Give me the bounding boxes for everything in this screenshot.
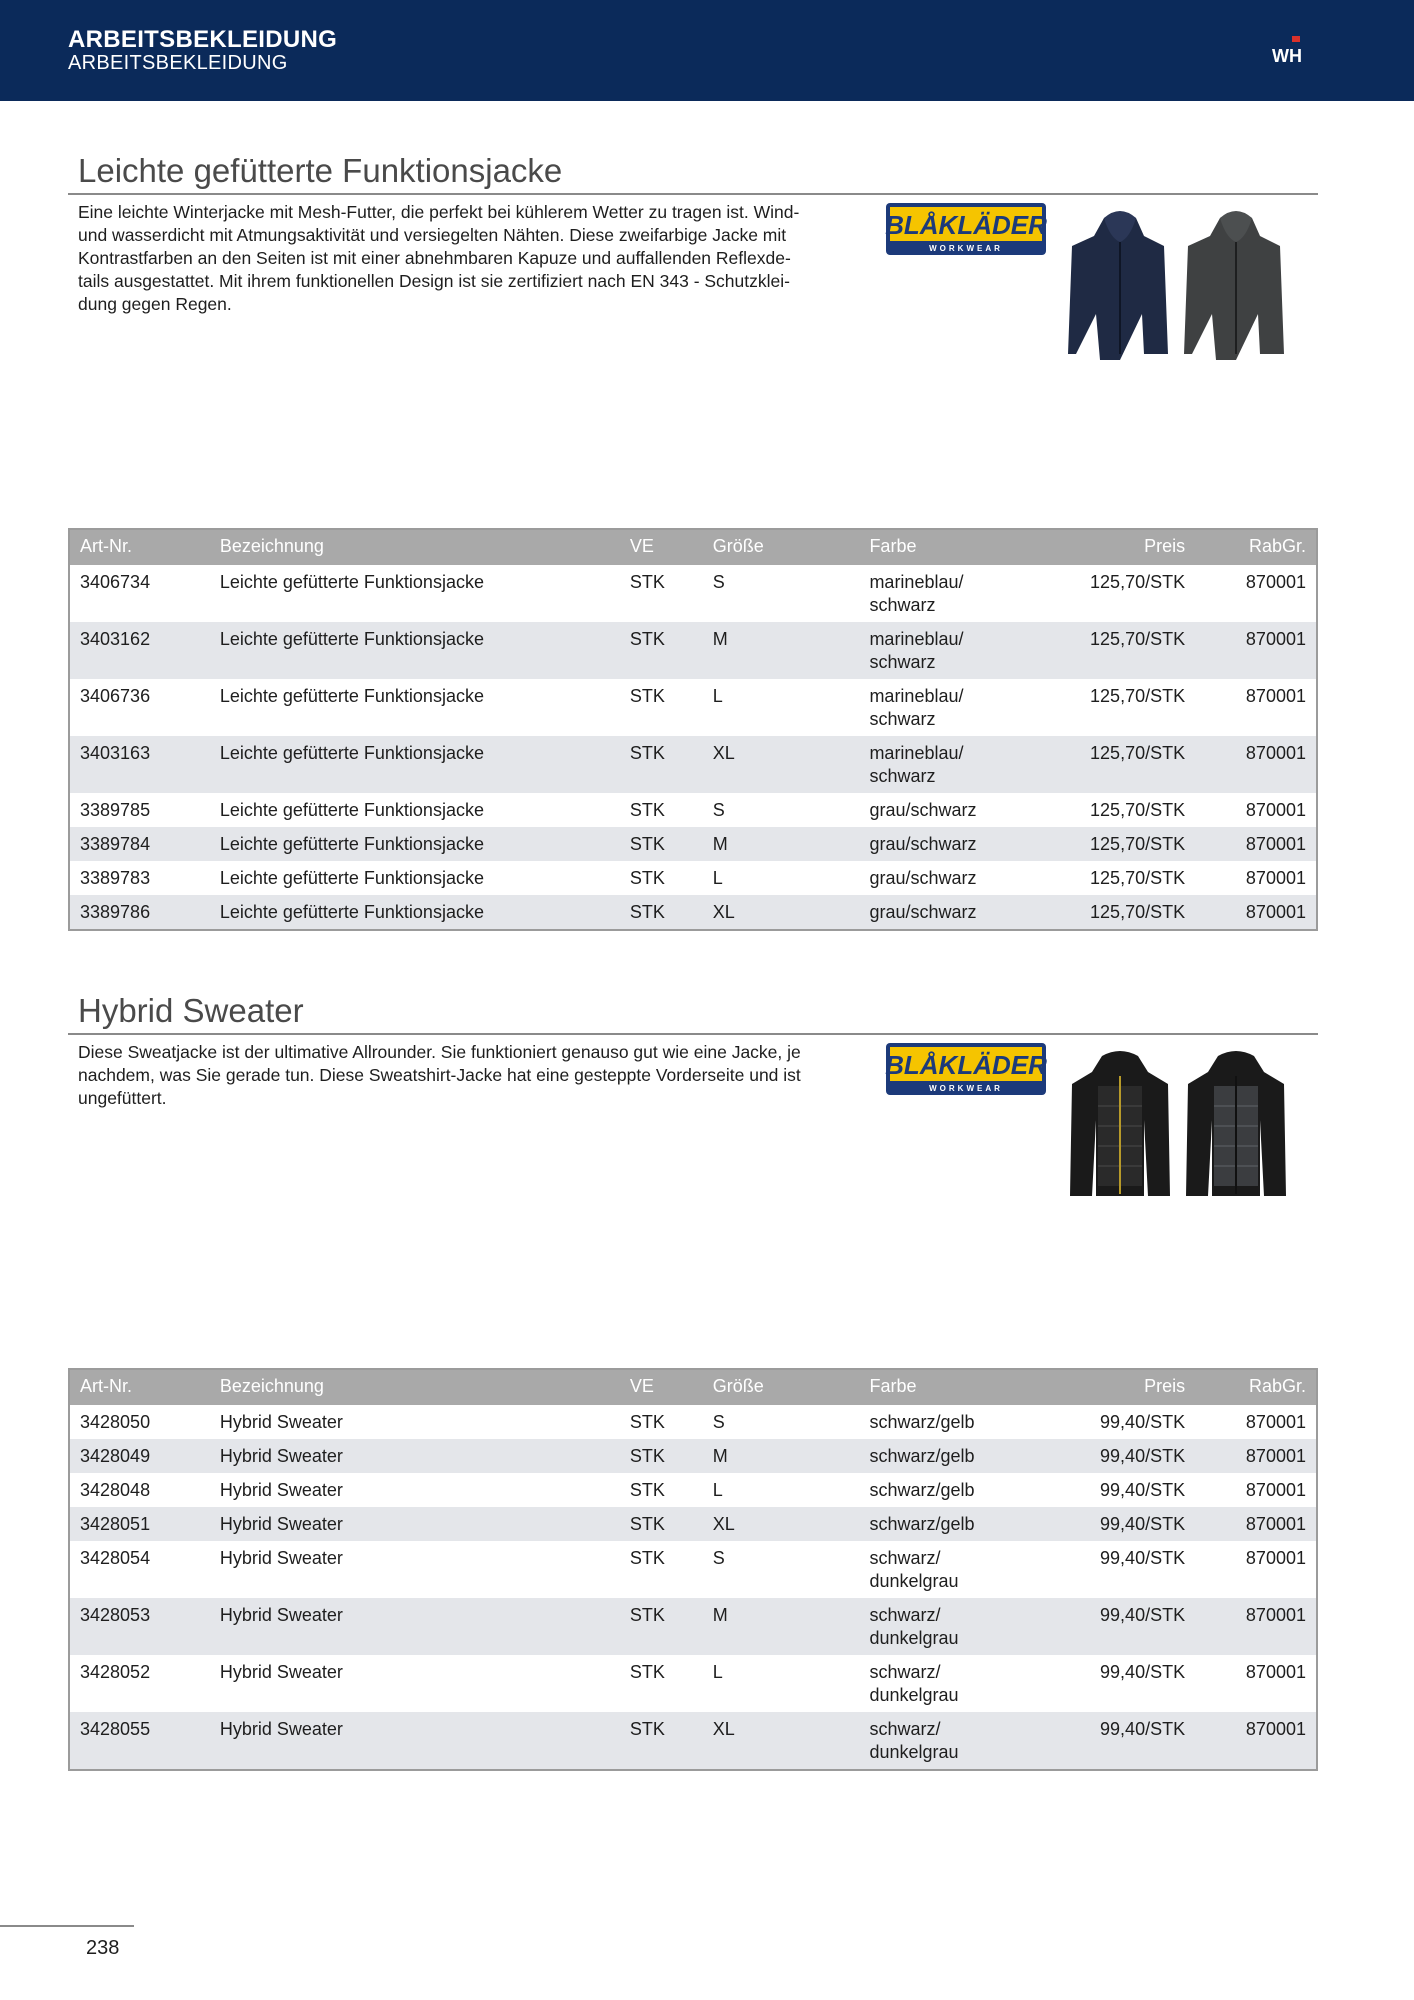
- cell-ve: STK: [620, 565, 703, 622]
- col-art-nr: Art-Nr.: [69, 1369, 210, 1405]
- cell-farbe: grau/schwarz: [859, 861, 1055, 895]
- brand-name: BLÅKLÄDER: [885, 210, 1047, 240]
- cell-art-nr: 3428049: [69, 1439, 210, 1473]
- cell-rabgr: 870001: [1195, 622, 1317, 679]
- section-title-hybrid-sweater: Hybrid Sweater: [78, 992, 304, 1029]
- cell-preis: 125,70/STK: [1055, 827, 1195, 861]
- cell-preis: 125,70/STK: [1055, 895, 1195, 930]
- blaklader-logo-icon: [882, 201, 1050, 257]
- cell-bezeichnung: Hybrid Sweater: [210, 1541, 620, 1598]
- table-header-row: [69, 529, 1317, 565]
- cell-farbe: marineblau/ schwarz: [859, 736, 1055, 793]
- cell-bezeichnung: Leichte gefütterte Funktionsjacke: [210, 793, 620, 827]
- col-rabgr: RabGr.: [1195, 529, 1317, 565]
- cell-rabgr: 870001: [1195, 736, 1317, 793]
- cell-rabgr: 870001: [1195, 1541, 1317, 1598]
- section-divider: [68, 1033, 1318, 1035]
- cell-art-nr: 3403162: [69, 622, 210, 679]
- cell-farbe: marineblau/ schwarz: [859, 679, 1055, 736]
- cell-groesse: L: [703, 1473, 860, 1507]
- brand-tagline: WORKWEAR: [929, 1084, 1003, 1093]
- cell-preis: 99,40/STK: [1055, 1712, 1195, 1770]
- cell-preis: 125,70/STK: [1055, 622, 1195, 679]
- cell-art-nr: 3428051: [69, 1507, 210, 1541]
- table-row: [69, 827, 1317, 861]
- cell-art-nr: 3389784: [69, 827, 210, 861]
- cell-rabgr: 870001: [1195, 793, 1317, 827]
- table-row: [69, 1541, 1317, 1598]
- cell-groesse: L: [703, 861, 860, 895]
- table-header-row: [69, 1369, 1317, 1405]
- sweater-black-yellow-icon: [1070, 1051, 1170, 1196]
- cell-groesse: M: [703, 622, 860, 679]
- desc-line: nachdem, was Sie gerade tun. Diese Sweatshirt-Jacke hat eine gesteppte Vorderseite und ist: [78, 1065, 801, 1085]
- table-row: [69, 1405, 1317, 1439]
- brand-tagline: WORKWEAR: [929, 244, 1003, 253]
- desc-line: Diese Sweatjacke ist der ultimative Allrounder. Sie funktioniert genauso gut wie eine Jacke, je: [78, 1042, 801, 1062]
- product-table-funktionsjacke: [68, 528, 1318, 931]
- cell-bezeichnung: Hybrid Sweater: [210, 1712, 620, 1770]
- cell-ve: STK: [620, 1507, 703, 1541]
- cell-bezeichnung: Leichte gefütterte Funktionsjacke: [210, 861, 620, 895]
- cell-rabgr: 870001: [1195, 1405, 1317, 1439]
- product-image-sweaters: [1064, 1046, 1304, 1206]
- table-row: [69, 1473, 1317, 1507]
- cell-rabgr: 870001: [1195, 1598, 1317, 1655]
- cell-farbe: schwarz/gelb: [859, 1439, 1055, 1473]
- product-image-jackets: [1064, 204, 1304, 364]
- cell-preis: 125,70/STK: [1055, 793, 1195, 827]
- logo-text: WH: [1272, 46, 1302, 66]
- cell-rabgr: 870001: [1195, 861, 1317, 895]
- desc-line: tails ausgestattet. Mit ihrem funktionellen Design ist sie zertifiziert nach EN 343 - Schutzklei-: [78, 271, 790, 291]
- desc-line: und wasserdicht mit Atmungsaktivität und versiegelten Nähten. Diese zweifarbige Jacke mit: [78, 225, 787, 245]
- table-row: [69, 861, 1317, 895]
- cell-groesse: XL: [703, 895, 860, 930]
- cell-preis: 99,40/STK: [1055, 1541, 1195, 1598]
- cell-groesse: M: [703, 1439, 860, 1473]
- table-row: [69, 736, 1317, 793]
- cell-farbe: marineblau/ schwarz: [859, 622, 1055, 679]
- desc-line: Eine leichte Winterjacke mit Mesh-Futter, die perfekt bei kühlerem Wetter zu tragen ist. Wind-: [78, 202, 800, 222]
- cell-groesse: XL: [703, 1507, 860, 1541]
- table-row: [69, 622, 1317, 679]
- cell-farbe: schwarz/gelb: [859, 1507, 1055, 1541]
- cell-farbe: schwarz/gelb: [859, 1405, 1055, 1439]
- cell-ve: STK: [620, 1405, 703, 1439]
- header-subtitle: ARBEITSBEKLEIDUNG: [68, 52, 288, 74]
- cell-art-nr: 3428048: [69, 1473, 210, 1507]
- cell-groesse: M: [703, 827, 860, 861]
- table-row: [69, 1598, 1317, 1655]
- cell-rabgr: 870001: [1195, 1473, 1317, 1507]
- blaklader-logo-icon: [882, 1041, 1050, 1097]
- cell-farbe: schwarz/ dunkelgrau: [859, 1655, 1055, 1712]
- desc-line: ungefüttert.: [78, 1088, 167, 1108]
- cell-art-nr: 3389785: [69, 793, 210, 827]
- table-row: [69, 895, 1317, 930]
- brand-name: BLÅKLÄDER: [885, 1050, 1047, 1080]
- page-number: 238: [86, 1937, 120, 1959]
- table-row: [69, 1507, 1317, 1541]
- cell-bezeichnung: Hybrid Sweater: [210, 1598, 620, 1655]
- cell-groesse: L: [703, 1655, 860, 1712]
- cell-ve: STK: [620, 861, 703, 895]
- desc-line: Kontrastfarben an den Seiten ist mit einer abnehmbaren Kapuze und auffallenden Reflexde-: [78, 248, 791, 268]
- cell-art-nr: 3406736: [69, 679, 210, 736]
- cell-ve: STK: [620, 827, 703, 861]
- cell-rabgr: 870001: [1195, 827, 1317, 861]
- cell-art-nr: 3428052: [69, 1655, 210, 1712]
- cell-bezeichnung: Leichte gefütterte Funktionsjacke: [210, 679, 620, 736]
- col-farbe: Farbe: [859, 1369, 1055, 1405]
- cell-ve: STK: [620, 679, 703, 736]
- cell-bezeichnung: Leichte gefütterte Funktionsjacke: [210, 895, 620, 930]
- cell-preis: 125,70/STK: [1055, 861, 1195, 895]
- cell-groesse: XL: [703, 736, 860, 793]
- cell-art-nr: 3403163: [69, 736, 210, 793]
- cell-bezeichnung: Hybrid Sweater: [210, 1655, 620, 1712]
- table-row: [69, 565, 1317, 622]
- cell-groesse: XL: [703, 1712, 860, 1770]
- cell-ve: STK: [620, 622, 703, 679]
- cell-preis: 125,70/STK: [1055, 736, 1195, 793]
- cell-art-nr: 3406734: [69, 565, 210, 622]
- cell-ve: STK: [620, 895, 703, 930]
- product-table-hybrid-sweater: [68, 1368, 1318, 1771]
- cell-art-nr: 3428053: [69, 1598, 210, 1655]
- cell-farbe: grau/schwarz: [859, 793, 1055, 827]
- jacket-grey-icon: [1184, 211, 1284, 360]
- col-preis: Preis: [1055, 529, 1195, 565]
- table-row: [69, 793, 1317, 827]
- page-header: [0, 0, 1414, 101]
- cell-rabgr: 870001: [1195, 679, 1317, 736]
- cell-groesse: S: [703, 1405, 860, 1439]
- cell-art-nr: 3428050: [69, 1405, 210, 1439]
- cell-ve: STK: [620, 793, 703, 827]
- cell-ve: STK: [620, 1598, 703, 1655]
- cell-farbe: schwarz/gelb: [859, 1473, 1055, 1507]
- cell-preis: 99,40/STK: [1055, 1405, 1195, 1439]
- cell-rabgr: 870001: [1195, 1712, 1317, 1770]
- cell-farbe: schwarz/ dunkelgrau: [859, 1541, 1055, 1598]
- cell-art-nr: 3389783: [69, 861, 210, 895]
- cell-groesse: S: [703, 793, 860, 827]
- cell-art-nr: 3428054: [69, 1541, 210, 1598]
- cell-rabgr: 870001: [1195, 1507, 1317, 1541]
- footer-divider: [0, 1925, 134, 1927]
- cell-farbe: grau/schwarz: [859, 827, 1055, 861]
- cell-preis: 99,40/STK: [1055, 1507, 1195, 1541]
- table-row: [69, 1712, 1317, 1770]
- cell-preis: 99,40/STK: [1055, 1655, 1195, 1712]
- cell-farbe: marineblau/ schwarz: [859, 565, 1055, 622]
- cell-preis: 99,40/STK: [1055, 1473, 1195, 1507]
- cell-rabgr: 870001: [1195, 565, 1317, 622]
- cell-farbe: grau/schwarz: [859, 895, 1055, 930]
- col-rabgr: RabGr.: [1195, 1369, 1317, 1405]
- section-title-funktionsjacke: Leichte gefütterte Funktionsjacke: [78, 152, 563, 189]
- cell-rabgr: 870001: [1195, 895, 1317, 930]
- cell-farbe: schwarz/ dunkelgrau: [859, 1712, 1055, 1770]
- cell-ve: STK: [620, 736, 703, 793]
- cell-ve: STK: [620, 1473, 703, 1507]
- cell-preis: 99,40/STK: [1055, 1439, 1195, 1473]
- jacket-navy-icon: [1068, 211, 1168, 360]
- table-row: [69, 679, 1317, 736]
- cell-art-nr: 3428055: [69, 1712, 210, 1770]
- cell-ve: STK: [620, 1439, 703, 1473]
- cell-bezeichnung: Hybrid Sweater: [210, 1507, 620, 1541]
- cell-ve: STK: [620, 1712, 703, 1770]
- header-title: ARBEITSBEKLEIDUNG: [68, 26, 338, 53]
- col-groesse: Größe: [703, 529, 860, 565]
- cell-preis: 99,40/STK: [1055, 1598, 1195, 1655]
- cell-bezeichnung: Hybrid Sweater: [210, 1473, 620, 1507]
- sweater-black-grey-icon: [1186, 1051, 1286, 1196]
- cell-farbe: schwarz/ dunkelgrau: [859, 1598, 1055, 1655]
- wh-logo-icon: [1272, 36, 1320, 66]
- cell-rabgr: 870001: [1195, 1439, 1317, 1473]
- cell-groesse: M: [703, 1598, 860, 1655]
- cell-ve: STK: [620, 1655, 703, 1712]
- col-ve: VE: [620, 1369, 703, 1405]
- col-art-nr: Art-Nr.: [69, 529, 210, 565]
- col-preis: Preis: [1055, 1369, 1195, 1405]
- cell-ve: STK: [620, 1541, 703, 1598]
- section-description: [78, 1041, 868, 1110]
- desc-line: dung gegen Regen.: [78, 294, 232, 314]
- cell-groesse: L: [703, 679, 860, 736]
- cell-art-nr: 3389786: [69, 895, 210, 930]
- cell-groesse: S: [703, 1541, 860, 1598]
- table-row: [69, 1439, 1317, 1473]
- cell-preis: 125,70/STK: [1055, 565, 1195, 622]
- col-groesse: Größe: [703, 1369, 860, 1405]
- col-bezeichnung: Bezeichnung: [210, 1369, 620, 1405]
- cell-bezeichnung: Leichte gefütterte Funktionsjacke: [210, 565, 620, 622]
- col-bezeichnung: Bezeichnung: [210, 529, 620, 565]
- cell-bezeichnung: Hybrid Sweater: [210, 1439, 620, 1473]
- cell-rabgr: 870001: [1195, 1655, 1317, 1712]
- col-farbe: Farbe: [859, 529, 1055, 565]
- section-divider: [68, 193, 1318, 195]
- cell-preis: 125,70/STK: [1055, 679, 1195, 736]
- col-ve: VE: [620, 529, 703, 565]
- cell-bezeichnung: Hybrid Sweater: [210, 1405, 620, 1439]
- cell-bezeichnung: Leichte gefütterte Funktionsjacke: [210, 827, 620, 861]
- cell-bezeichnung: Leichte gefütterte Funktionsjacke: [210, 736, 620, 793]
- section-description: [78, 201, 868, 316]
- cell-groesse: S: [703, 565, 860, 622]
- cell-bezeichnung: Leichte gefütterte Funktionsjacke: [210, 622, 620, 679]
- table-row: [69, 1655, 1317, 1712]
